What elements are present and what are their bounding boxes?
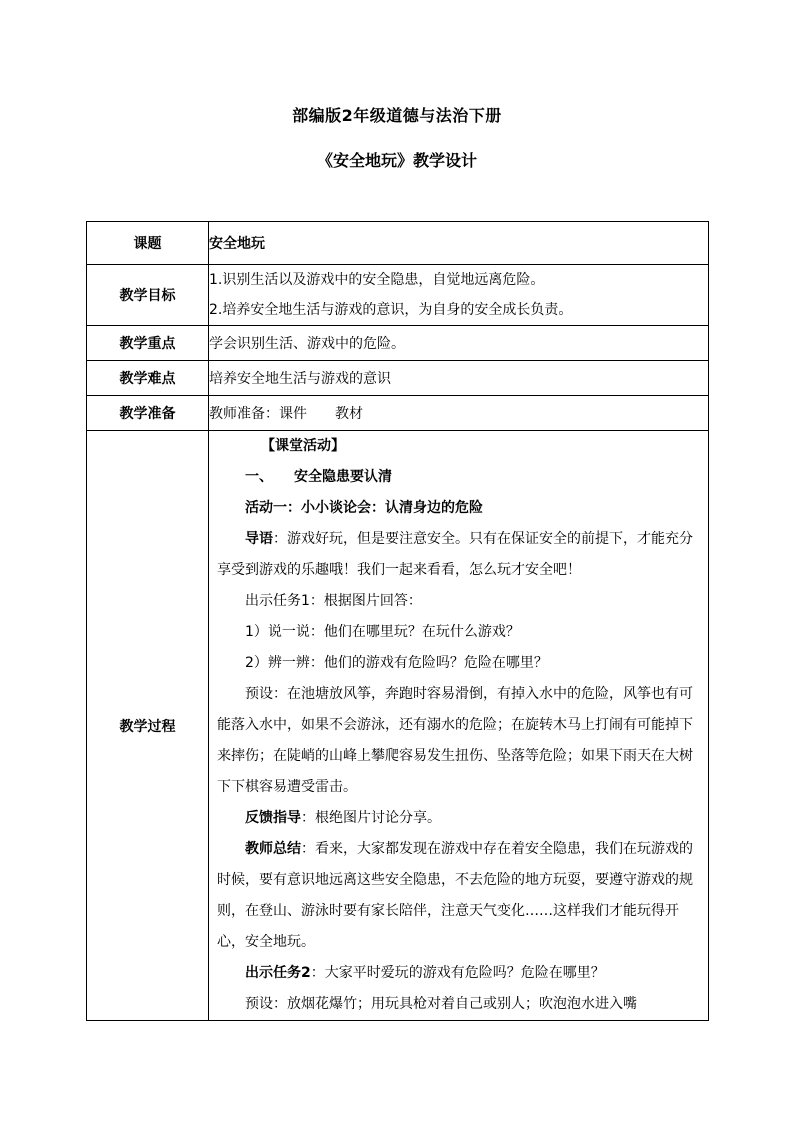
question-one: 1）说一说：他们在哪里玩？在玩什么游戏？ <box>245 624 520 640</box>
key-point-label: 教学重点 <box>87 326 209 361</box>
task-two-paragraph <box>217 958 700 989</box>
lesson-plan-table <box>86 221 709 1021</box>
table-row-process <box>87 431 709 1021</box>
goal-line-1: 1.识别生活以及游戏中的安全隐患，自觉地远离危险。 <box>209 272 545 288</box>
goal-line-2: 2.培养安全地生活与游戏的意识，为自身的安全成长负责。 <box>209 302 573 318</box>
preparation-label: 教学准备 <box>87 396 209 431</box>
table-row-goals <box>87 265 709 326</box>
process-heading: 【课堂活动】 <box>261 438 345 454</box>
table-row-topic <box>87 222 709 265</box>
process-label: 教学过程 <box>87 431 209 1021</box>
guide-label: 导语 <box>245 531 273 547</box>
activity-one-heading: 活动一：小小谈论会：认清身边的危险 <box>245 500 483 516</box>
guide-paragraph <box>217 524 700 586</box>
process-content <box>209 431 709 1021</box>
topic-value: 安全地玩 <box>209 222 709 265</box>
feedback-label: 反馈指导 <box>245 810 301 826</box>
summary-paragraph <box>217 834 700 958</box>
section-one-heading: 一、 安全隐患要认清 <box>245 469 392 485</box>
difficulty-label: 教学难点 <box>87 361 209 396</box>
table-row-preparation <box>87 396 709 431</box>
difficulty-value: 培养安全地生活与游戏的意识 <box>209 361 709 396</box>
topic-label: 课题 <box>87 222 209 265</box>
feedback-text: ：根绝图片讨论分享。 <box>301 810 441 826</box>
document-subtitle: 《安全地玩》教学设计 <box>316 151 477 170</box>
question-two: 2）辨一辨：他们的游戏有危险吗？危险在哪里？ <box>245 655 548 671</box>
task-two-label: 出示任务2 <box>245 965 311 981</box>
summary-text: ：看来，大家都发现在游戏中存在着安全隐患，我们在玩游戏的时候，要有意识地远离这些安全隐患，不去危险的地方玩耍，要遵守游戏的规则，在登山、游泳时要有家长陪伴，注意天气变化……这样我们才能玩得开心，安全地玩。 <box>217 841 693 950</box>
goals-label: 教学目标 <box>87 265 209 326</box>
feedback-paragraph <box>217 803 700 834</box>
task-one: 出示任务1：根据图片回答： <box>245 593 422 609</box>
document-title: 部编版2年级道德与法治下册 <box>292 106 502 125</box>
goals-value <box>209 265 709 326</box>
summary-label: 教师总结 <box>245 841 301 857</box>
table-row-key-point <box>87 326 709 361</box>
table-row-difficulty <box>87 361 709 396</box>
key-point-value: 学会识别生活、游戏中的危险。 <box>209 326 709 361</box>
preset-two: 预设：放烟花爆竹；用玩具枪对着自己或别人；吹泡泡水进入嘴 <box>245 996 637 1012</box>
task-two-text: ：大家平时爱玩的游戏有危险吗？危险在哪里？ <box>310 965 605 981</box>
preparation-value: 教师准备：课件 教材 <box>209 396 709 431</box>
guide-text: ：游戏好玩，但是要注意安全。只有在保证安全的前提下，才能充分享受到游戏的乐趣哦！我们一起来看看，怎么玩才安全吧！ <box>217 531 693 578</box>
preset-one: 预设：在池塘放风筝，奔跑时容易滑倒，有掉入水中的危险，风筝也有可能落入水中，如果不会游泳，还有溺水的危险；在旋转木马上打闹有可能掉下来摔伤；在陡峭的山峰上攀爬容易发生扭伤、坠落等危险；如果下雨天在大树下下棋容易遭受雷击。 <box>217 686 693 795</box>
